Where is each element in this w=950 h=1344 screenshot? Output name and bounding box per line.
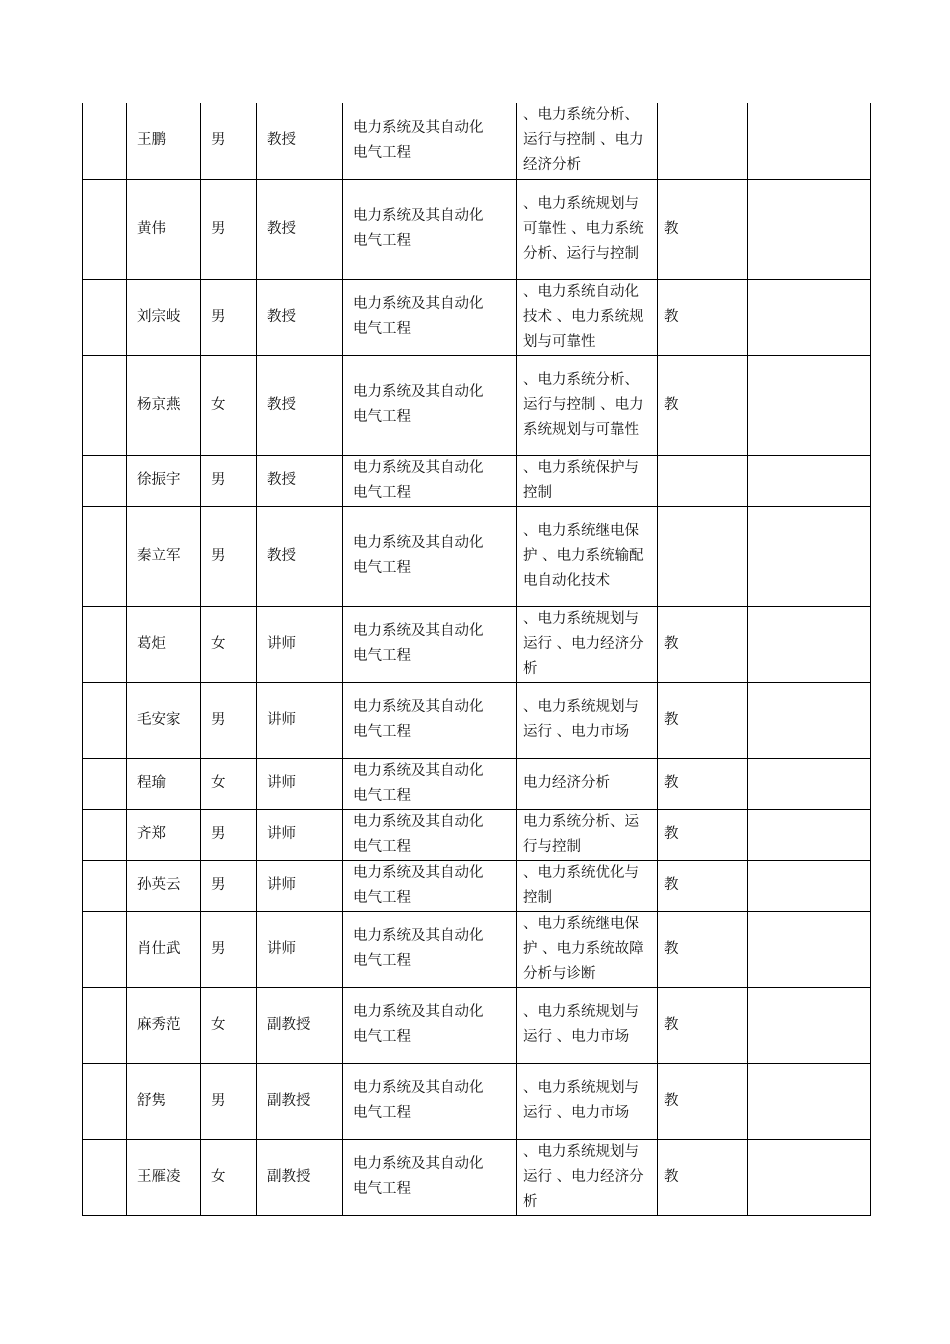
table-row — [83, 355, 871, 455]
major-line: 电气工程 — [353, 648, 411, 664]
index-cell — [83, 809, 127, 860]
major-cell — [343, 860, 517, 911]
index-cell — [83, 606, 127, 682]
note-cell — [748, 455, 871, 506]
table-row — [83, 758, 871, 809]
major-line: 电气工程 — [353, 1029, 411, 1045]
major-line: 电气工程 — [353, 1105, 411, 1121]
title-cell: 副教授 — [257, 987, 343, 1063]
note-cell — [748, 987, 871, 1063]
major-cell — [343, 103, 517, 179]
index-cell — [83, 987, 127, 1063]
degree-cell: 教 — [658, 279, 748, 355]
research-direction-cell: 、电力系统继电保护 、电力系统故障分析与诊断 — [517, 911, 658, 987]
major-cell — [343, 355, 517, 455]
name-cell: 王雁凌 — [127, 1139, 201, 1215]
degree-cell — [658, 103, 748, 179]
faculty-table — [82, 103, 871, 1216]
name-cell: 肖仕武 — [127, 911, 201, 987]
gender-cell: 女 — [201, 1139, 257, 1215]
degree-cell: 教 — [658, 355, 748, 455]
name-cell: 程瑜 — [127, 758, 201, 809]
research-direction-cell: 、电力系统分析、运行与控制 、电力经济分析 — [517, 103, 658, 179]
title-cell: 教授 — [257, 455, 343, 506]
title-cell: 教授 — [257, 506, 343, 606]
note-cell — [748, 758, 871, 809]
name-cell: 麻秀范 — [127, 987, 201, 1063]
major-line: 电力系统及其自动化 — [353, 1004, 484, 1020]
note-cell — [748, 809, 871, 860]
research-direction-cell: 、电力系统规划与运行 、电力经济分析 — [517, 606, 658, 682]
name-cell: 黄伟 — [127, 179, 201, 279]
index-cell — [83, 455, 127, 506]
title-cell: 讲师 — [257, 758, 343, 809]
degree-cell: 教 — [658, 911, 748, 987]
research-direction-cell: 、电力系统继电保护 、电力系统输配电自动化技术 — [517, 506, 658, 606]
title-cell: 教授 — [257, 179, 343, 279]
major-line: 电力系统及其自动化 — [353, 813, 484, 830]
major-line: 电力系统及其自动化 — [353, 928, 484, 944]
major-cell — [343, 455, 517, 506]
major-line: 电力系统及其自动化 — [353, 864, 484, 881]
gender-cell: 女 — [201, 987, 257, 1063]
title-cell: 教授 — [257, 279, 343, 355]
table-row — [83, 606, 871, 682]
research-direction-cell: 、电力系统分析、运行与控制 、电力系统规划与可靠性 — [517, 355, 658, 455]
table-row — [83, 682, 871, 758]
research-direction-cell: 、电力系统保护与控制 — [517, 455, 658, 506]
note-cell — [748, 911, 871, 987]
table-row — [83, 860, 871, 911]
table-row — [83, 103, 871, 179]
table-row — [83, 279, 871, 355]
name-cell: 刘宗岐 — [127, 279, 201, 355]
degree-cell: 教 — [658, 1063, 748, 1139]
gender-cell: 女 — [201, 758, 257, 809]
gender-cell: 男 — [201, 682, 257, 758]
degree-cell: 教 — [658, 860, 748, 911]
index-cell — [83, 279, 127, 355]
degree-cell: 教 — [658, 179, 748, 279]
major-cell — [343, 179, 517, 279]
major-cell — [343, 279, 517, 355]
gender-cell: 男 — [201, 455, 257, 506]
major-line: 电力系统及其自动化 — [353, 384, 484, 400]
major-line: 电气工程 — [353, 233, 411, 249]
table-row — [83, 911, 871, 987]
note-cell — [748, 606, 871, 682]
research-direction-cell: 、电力系统规划与运行 、电力经济分析 — [517, 1139, 658, 1215]
index-cell — [83, 682, 127, 758]
major-line: 电力系统及其自动化 — [353, 623, 484, 639]
table-row — [83, 455, 871, 506]
major-cell — [343, 606, 517, 682]
major-cell — [343, 506, 517, 606]
research-direction-cell: 、电力系统规划与运行 、电力市场 — [517, 987, 658, 1063]
research-direction-cell: 、电力系统优化与控制 — [517, 860, 658, 911]
research-direction-cell: 、电力系统规划与可靠性 、电力系统分析、运行与控制 — [517, 179, 658, 279]
major-line: 电力系统及其自动化 — [353, 1156, 484, 1172]
name-cell: 葛炬 — [127, 606, 201, 682]
title-cell: 教授 — [257, 103, 343, 179]
gender-cell: 男 — [201, 809, 257, 860]
degree-cell: 教 — [658, 606, 748, 682]
name-cell: 秦立军 — [127, 506, 201, 606]
major-line: 电气工程 — [353, 560, 411, 576]
degree-cell: 教 — [658, 682, 748, 758]
degree-cell — [658, 455, 748, 506]
name-cell: 舒隽 — [127, 1063, 201, 1139]
degree-cell: 教 — [658, 758, 748, 809]
major-line: 电力系统及其自动化 — [353, 296, 484, 312]
note-cell — [748, 506, 871, 606]
research-direction-cell: 、电力系统规划与运行 、电力市场 — [517, 682, 658, 758]
gender-cell: 男 — [201, 506, 257, 606]
name-cell: 齐郑 — [127, 809, 201, 860]
major-line: 电力系统及其自动化 — [353, 1080, 484, 1096]
major-line: 电力系统及其自动化 — [353, 208, 484, 224]
major-line: 电气工程 — [353, 787, 411, 804]
research-direction-cell: 、电力系统自动化技术 、电力系统规划与可靠性 — [517, 279, 658, 355]
major-line: 电气工程 — [353, 1181, 411, 1197]
major-line: 电气工程 — [353, 838, 411, 855]
note-cell — [748, 103, 871, 179]
major-cell — [343, 911, 517, 987]
index-cell — [83, 911, 127, 987]
major-cell — [343, 758, 517, 809]
research-direction-cell: 、电力系统规划与运行 、电力市场 — [517, 1063, 658, 1139]
name-cell: 毛安家 — [127, 682, 201, 758]
major-line: 电气工程 — [353, 409, 411, 425]
degree-cell: 教 — [658, 809, 748, 860]
gender-cell: 男 — [201, 1063, 257, 1139]
name-cell: 孙英云 — [127, 860, 201, 911]
table-row — [83, 1139, 871, 1215]
name-cell: 杨京燕 — [127, 355, 201, 455]
major-line: 电气工程 — [353, 724, 411, 740]
index-cell — [83, 179, 127, 279]
major-line: 电气工程 — [353, 144, 411, 161]
gender-cell: 男 — [201, 279, 257, 355]
gender-cell: 男 — [201, 860, 257, 911]
gender-cell: 女 — [201, 606, 257, 682]
title-cell: 副教授 — [257, 1063, 343, 1139]
table-row — [83, 506, 871, 606]
major-cell — [343, 1063, 517, 1139]
major-cell — [343, 987, 517, 1063]
name-cell: 王鹏 — [127, 103, 201, 179]
note-cell — [748, 179, 871, 279]
major-line: 电力系统及其自动化 — [353, 459, 484, 476]
degree-cell: 教 — [658, 987, 748, 1063]
title-cell: 教授 — [257, 355, 343, 455]
major-line: 电力系统及其自动化 — [353, 699, 484, 715]
title-cell: 讲师 — [257, 809, 343, 860]
gender-cell: 女 — [201, 355, 257, 455]
major-line: 电气工程 — [353, 953, 411, 969]
index-cell — [83, 1063, 127, 1139]
title-cell: 讲师 — [257, 860, 343, 911]
name-cell: 徐振宇 — [127, 455, 201, 506]
degree-cell — [658, 506, 748, 606]
research-direction-cell: 电力经济分析 — [517, 758, 658, 809]
gender-cell: 男 — [201, 103, 257, 179]
index-cell — [83, 1139, 127, 1215]
major-line: 电气工程 — [353, 321, 411, 337]
index-cell — [83, 355, 127, 455]
note-cell — [748, 279, 871, 355]
major-line: 电气工程 — [353, 484, 411, 501]
major-line: 电气工程 — [353, 889, 411, 906]
note-cell — [748, 355, 871, 455]
note-cell — [748, 1139, 871, 1215]
title-cell: 讲师 — [257, 911, 343, 987]
note-cell — [748, 682, 871, 758]
title-cell: 副教授 — [257, 1139, 343, 1215]
index-cell — [83, 758, 127, 809]
table-row — [83, 987, 871, 1063]
title-cell: 讲师 — [257, 682, 343, 758]
gender-cell: 男 — [201, 179, 257, 279]
table-row — [83, 809, 871, 860]
table-row — [83, 1063, 871, 1139]
index-cell — [83, 103, 127, 179]
gender-cell: 男 — [201, 911, 257, 987]
research-direction-cell: 电力系统分析、运行与控制 — [517, 809, 658, 860]
major-cell — [343, 682, 517, 758]
major-line: 电力系统及其自动化 — [353, 119, 484, 136]
index-cell — [83, 506, 127, 606]
index-cell — [83, 860, 127, 911]
major-line: 电力系统及其自动化 — [353, 762, 484, 779]
major-cell — [343, 1139, 517, 1215]
major-line: 电力系统及其自动化 — [353, 535, 484, 551]
degree-cell: 教 — [658, 1139, 748, 1215]
note-cell — [748, 1063, 871, 1139]
title-cell: 讲师 — [257, 606, 343, 682]
table-row — [83, 179, 871, 279]
major-cell — [343, 809, 517, 860]
note-cell — [748, 860, 871, 911]
